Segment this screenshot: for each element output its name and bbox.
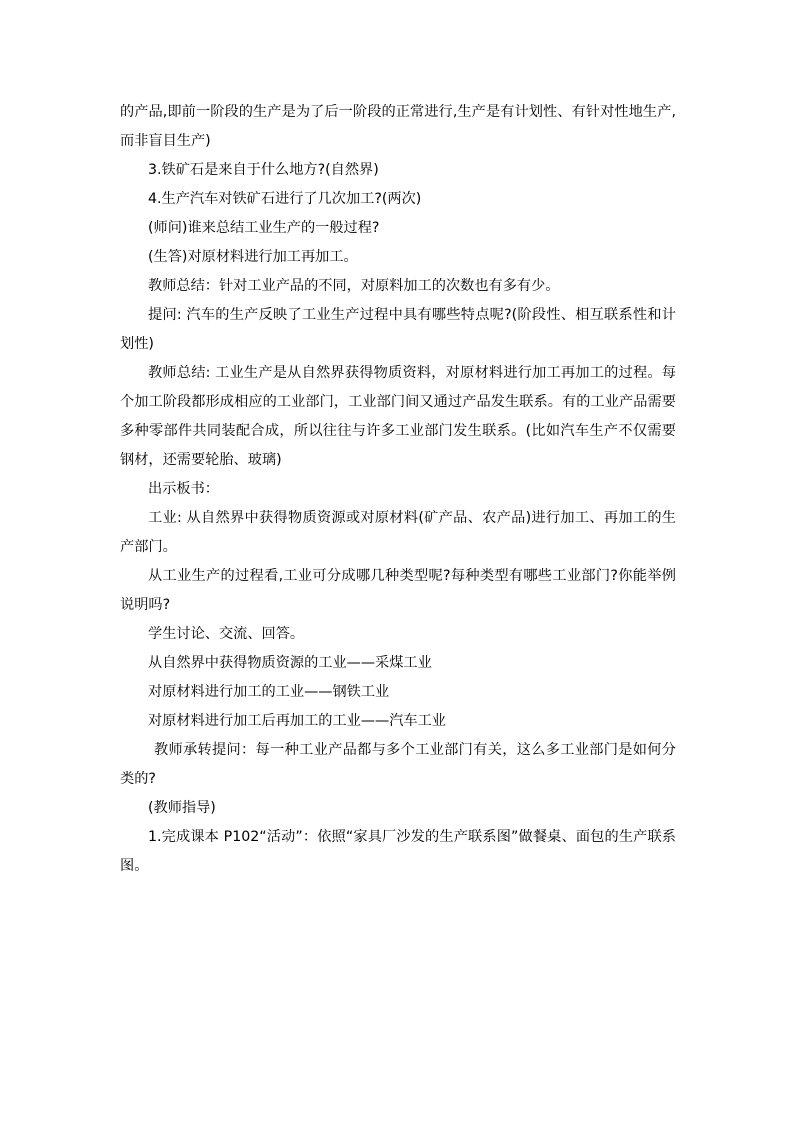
- paragraph-type-steel: 对原材料进行加工的工业——钢铁工业: [148, 684, 390, 700]
- paragraph-question-4: 4.生产汽车对铁矿石进行了几次加工?(两次): [148, 191, 422, 207]
- paragraph-blackboard-heading: 出示板书：: [148, 481, 219, 497]
- paragraph-question-features: 提问: 汽车的生产反映了工业生产过程中具有哪些特点呢?(阶段性、相互联系性和计划性): [120, 307, 676, 352]
- paragraph-question-3: 3.铁矿石是来自于什么地方?(自然界): [148, 162, 379, 178]
- paragraph-teacher-guidance: (教师指导): [148, 800, 216, 816]
- paragraph-activity-1: 1.完成课本 P102“活动”：依照“家具厂沙发的生产联系图”做餐桌、面包的生产联系图。: [120, 829, 676, 874]
- paragraph-student-answers: (生答)对原材料进行加工再加工。: [148, 249, 358, 265]
- document-body: [120, 98, 676, 881]
- paragraph-teacher-asks: (师问)谁来总结工业生产的一般过程?: [148, 220, 380, 236]
- paragraph-student-discussion: 学生讨论、交流、回答。: [148, 626, 305, 642]
- paragraph-continuation: 的产品,即前一阶段的生产是为了后一阶段的正常进行,生产是有计划性、有针对性地生产,而非盲目生产): [120, 104, 676, 149]
- paragraph-teacher-summary-1: 教师总结：针对工业产品的不同，对原料加工的次数也有多有少。: [148, 278, 560, 294]
- paragraph-type-mining: 从自然界中获得物质资源的工业——采煤工业: [148, 655, 432, 671]
- paragraph-type-automobile: 对原材料进行加工后再加工的工业——汽车工业: [148, 713, 446, 729]
- paragraph-teacher-summary-2: 教师总结: 工业生产是从自然界获得物质资料，对原材料进行加工再加工的过程。每个加工阶段都形成相应的工业部门，工业部门间又通过产品发生联系。有的工业产品需要多种零部件共同装配合成，所以往往与许多工业部门发生联系。(比如汽车生产不仅需要钢材，还需要轮胎、玻璃): [120, 365, 676, 468]
- paragraph-industry-definition: 工业: 从自然界中获得物质资源或对原材料(矿产品、农产品)进行加工、再加工的生产部门。: [120, 510, 676, 555]
- paragraph-transition-question: 教师承转提问：每一种工业产品都与多个工业部门有关，这么多工业部门是如何分类的?: [120, 742, 676, 787]
- paragraph-industry-types-question: 从工业生产的过程看,工业可分成哪几种类型呢?每种类型有哪些工业部门?你能举例说明吗?: [120, 568, 676, 613]
